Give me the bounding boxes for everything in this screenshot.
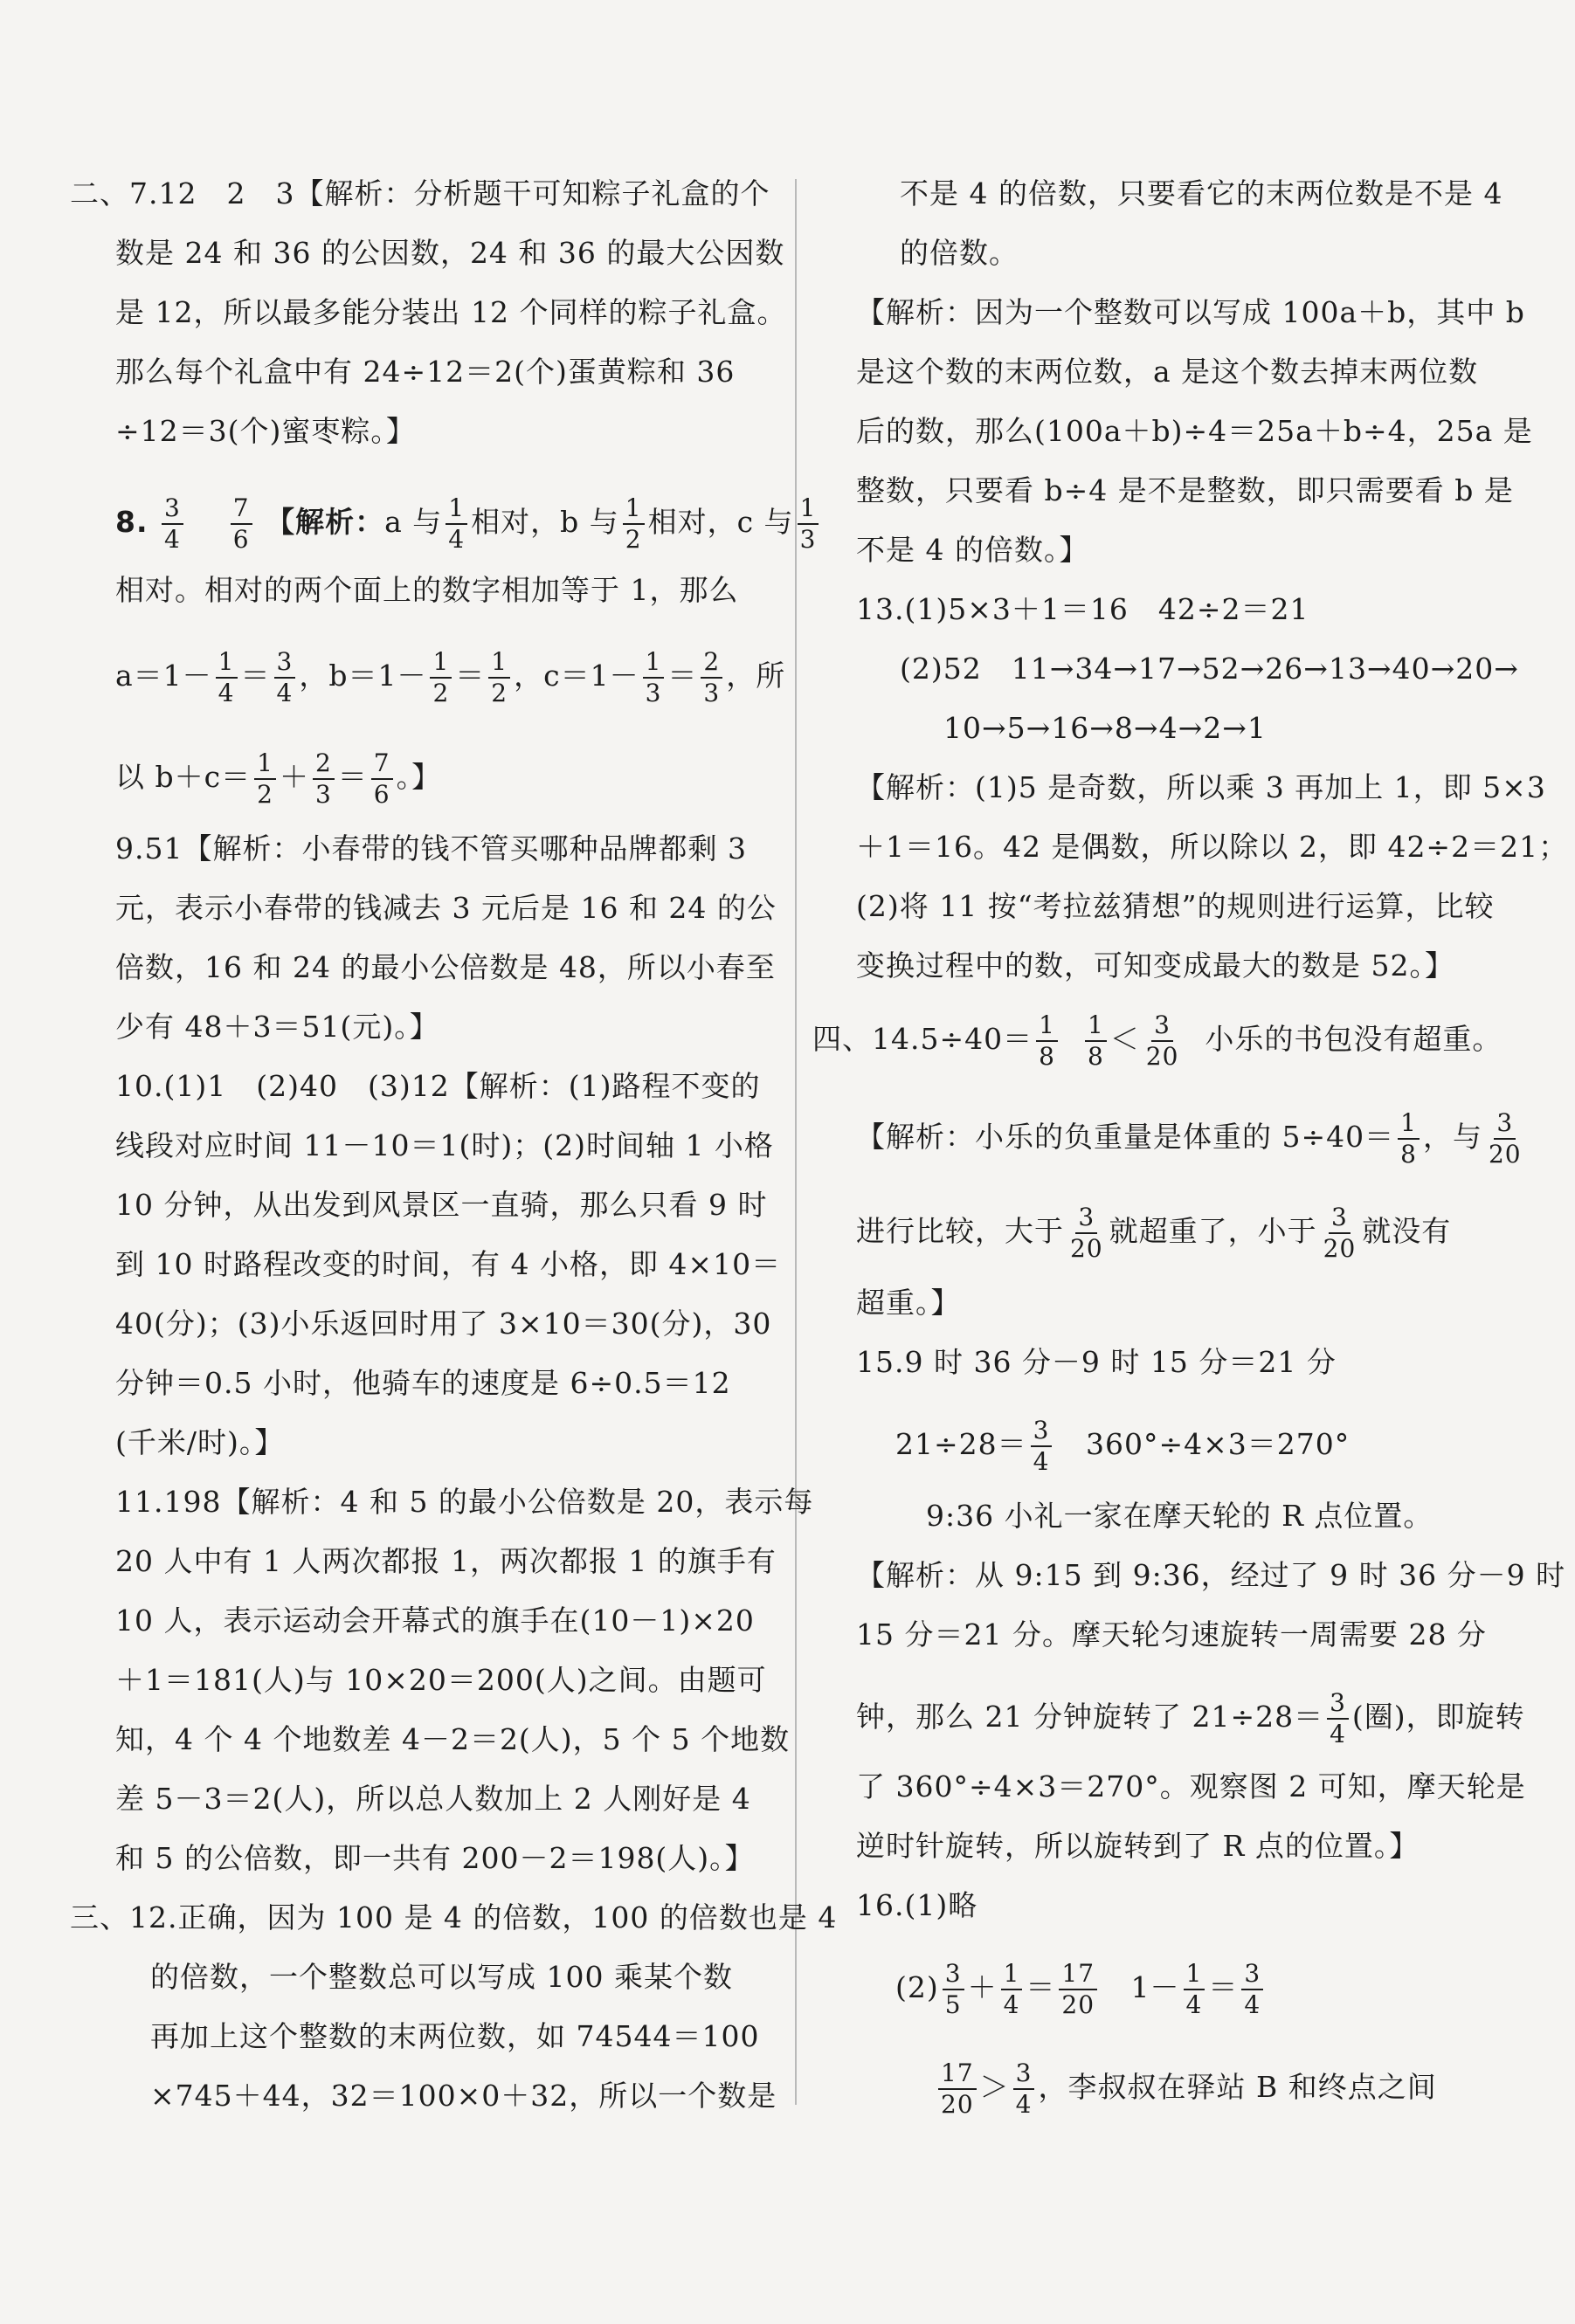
q11-line1: 11.198【解析：4 和 5 的最小公倍数是 20，表示每 [115, 1485, 814, 1519]
q10-line5: 40(分)；(3)小乐返回时用了 3×10＝30(分)，30 [115, 1307, 772, 1341]
q10-line2: 线段对应时间 11－10＝1(时)；(2)时间轴 1 小格 [115, 1128, 774, 1162]
q11-line6: 差 5－3＝2(人)，所以总人数加上 2 人刚好是 4 [115, 1782, 751, 1816]
q15-line7: 了 360°÷4×3＝270°。观察图 2 可知，摩天轮是 [856, 1769, 1526, 1803]
q12-cont-line3: 【解析：因为一个整数可以写成 100a＋b，其中 b [856, 295, 1525, 329]
q8-fraction-a: $\frac{1}{4}$ [446, 496, 467, 552]
q8-line3: a＝1－ $\frac{1}{4}$ ＝ $\frac{3}{4}$ ，b＝1－ $\frac{1}{2}$ ＝ $\frac{1}{2}$ ，c＝1－ $\frac{1}{3}$ ＝ $\frac{2}{3}$ ，所 [115, 647, 786, 707]
q16-line1: 16.(1)略 [856, 1888, 978, 1922]
q11-line7: 和 5 的公倍数，即一共有 200－2＝198(人)。】 [115, 1841, 755, 1875]
q9-line1: 9.51【解析：小春带的钱不管买哪种品牌都剩 3 [115, 831, 747, 865]
q12-cont-line6: 整数，只要看 b÷4 是不是整数，即只需要看 b 是 [856, 473, 1514, 507]
q9-line3: 倍数，16 和 24 的最小公倍数是 48，所以小春至 [115, 950, 776, 984]
q13-line2: (2)52 11→34→17→52→26→13→40→20→ [900, 652, 1519, 686]
q12-cont-line1: 不是 4 的倍数，只要看它的末两位数是不是 4 [900, 176, 1503, 210]
q13-line6: (2)将 11 按“考拉兹猜想”的规则进行运算，比较 [856, 889, 1495, 923]
q8-bracket: 【解析： [266, 505, 385, 539]
q15-line3: 9:36 小礼一家在摩天轮的 R 点位置。 [926, 1499, 1433, 1533]
q8-fraction-c: $\frac{1}{3}$ [798, 496, 819, 552]
q7-line3: 是 12，所以最多能分装出 12 个同样的粽子礼盒。 [115, 295, 787, 329]
q14-line2: 【解析：小乐的负重量是体重的 5÷40＝ $\frac{1}{8}$ ，与 $\frac{3}{20}$ [856, 1108, 1522, 1169]
q11-line3: 10 人，表示运动会开幕式的旗手在(10－1)×20 [115, 1603, 755, 1638]
q11-line5: 知，4 个 4 个地数差 4－2＝2(人)，5 个 5 个地数 [115, 1722, 791, 1756]
q13-line1: 13.(1)5×3＋1＝16 42÷2＝21 [856, 592, 1309, 626]
q9-line4: 少有 48＋3＝51(元)。】 [115, 1010, 439, 1044]
q13-line4: 【解析：(1)5 是奇数，所以乘 3 再加上 1，即 5×3 [856, 770, 1546, 804]
q9-line2: 元，表示小春带的钱减去 3 元后是 16 和 24 的公 [115, 891, 777, 925]
q12-cont-line5: 后的数，那么(100a＋b)÷4＝25a＋b÷4，25a 是 [856, 414, 1533, 448]
q7-line2: 数是 24 和 36 的公因数，24 和 36 的最大公因数 [115, 236, 785, 270]
q8-line4: 以 b＋c＝ $\frac{1}{2}$ ＋ $\frac{2}{3}$ ＝ $\frac{7}{6}$ 。】 [115, 748, 442, 809]
q15-line6: 钟，那么 21 分钟旋转了 21÷28＝ $\frac{3}{4}$ (圈)，即旋转 [856, 1688, 1525, 1748]
q7-line5: ÷12＝3(个)蜜枣粽。】 [115, 414, 416, 448]
q12-line2: 的倍数，一个整数总可以写成 100 乘某个数 [150, 1960, 733, 1994]
q7-line1: 二、7.12 2 3【解析：分析题干可知粽子礼盒的个 [70, 176, 770, 210]
q11-line2: 20 人中有 1 人两次都报 1，两次都报 1 的旗手有 [115, 1544, 777, 1578]
q8-answer1-fraction: $\frac{3}{4}$ [162, 496, 183, 552]
q16-line2: (2) $\frac{3}{5}$ ＋ $\frac{1}{4}$ ＝ $\frac{17}{20}$ 1－ $\frac{1}{4}$ ＝ $\frac{3}{4}$ [895, 1962, 1267, 2017]
q15-line1: 15.9 时 36 分－9 时 15 分＝21 分 [856, 1345, 1337, 1379]
q16-line3: $\frac{17}{20}$ ＞ $\frac{3}{4}$ ，李叔叔在驿站 B 和终点之间 [935, 2061, 1437, 2117]
q10-line6: 分钟＝0.5 小时，他骑车的速度是 6÷0.5＝12 [115, 1366, 731, 1400]
q12-cont-line2: 的倍数。 [900, 236, 1019, 270]
q15-line8: 逆时针旋转，所以旋转到了 R 点的位置。】 [856, 1829, 1420, 1863]
q11-line4: ＋1＝181(人)与 10×20＝200(人)之间。由题可 [115, 1663, 767, 1697]
q8-line1: 8. $\frac{3}{4}$ $\frac{7}{6}$ 【解析：a 与 $\frac{1}{4}$ 相对，b 与 $\frac{1}{2}$ 相对，c 与 $\frac{1}{3}$ [115, 496, 822, 552]
q10-line1: 10.(1)1 (2)40 (3)12【解析：(1)路程不变的 [115, 1069, 761, 1103]
q10-line4: 到 10 时路程改变的时间，有 4 小格，即 4×10＝ [115, 1247, 782, 1281]
q15-line4: 【解析：从 9:15 到 9:36，经过了 9 时 36 分－9 时 [856, 1558, 1566, 1592]
q10-line7: (千米/时)。】 [115, 1425, 285, 1459]
q12-cont-line4: 是这个数的末两位数，a 是这个数去掉末两位数 [856, 355, 1479, 389]
q10-line3: 10 分钟，从出发到风景区一直骑，那么只看 9 时 [115, 1188, 768, 1222]
q12-cont-line7: 不是 4 的倍数。】 [856, 533, 1089, 567]
q14-line3: 进行比较，大于 $\frac{3}{20}$ 就超重了，小于 $\frac{3}{20}$ 就没有 [856, 1203, 1452, 1263]
q8-fraction-b: $\frac{1}{2}$ [623, 496, 645, 552]
q12-line3: 再加上这个整数的末两位数，如 74544＝100 [150, 2019, 760, 2053]
q14-line1: 四、14.5÷40＝ $\frac{1}{8}$ $\frac{1}{8}$ ＜ $\frac{3}{20}$ 小乐的书包没有超重。 [812, 1010, 1502, 1071]
q7-line4: 那么每个礼盒中有 24÷12＝2(个)蛋黄粽和 36 [115, 355, 736, 389]
q8-line2: 相对。相对的两个面上的数字相加等于 1，那么 [115, 573, 739, 607]
q8-answer2-fraction: $\frac{7}{6}$ [231, 496, 252, 552]
column-divider [795, 179, 797, 2105]
q12-line1: 三、12.正确，因为 100 是 4 的倍数，100 的倍数也是 4 [70, 1900, 838, 1934]
q15-line5: 15 分＝21 分。摩天轮匀速旋转一周需要 28 分 [856, 1617, 1487, 1652]
q13-line7: 变换过程中的数，可知变成最大的数是 52。】 [856, 948, 1454, 983]
q14-line4: 超重。】 [856, 1286, 961, 1320]
q13-line5: ＋1＝16。42 是偶数，所以除以 2，即 42÷2＝21； [856, 830, 1569, 864]
q8-number: 8. [115, 505, 149, 539]
q12-line4: ×745＋44，32＝100×0＋32，所以一个数是 [150, 2079, 777, 2113]
q15-line2: 21÷28＝ $\frac{3}{4}$ 360°÷4×3＝270° [895, 1416, 1350, 1476]
q13-line3: 10→5→16→8→4→2→1 [943, 711, 1267, 745]
